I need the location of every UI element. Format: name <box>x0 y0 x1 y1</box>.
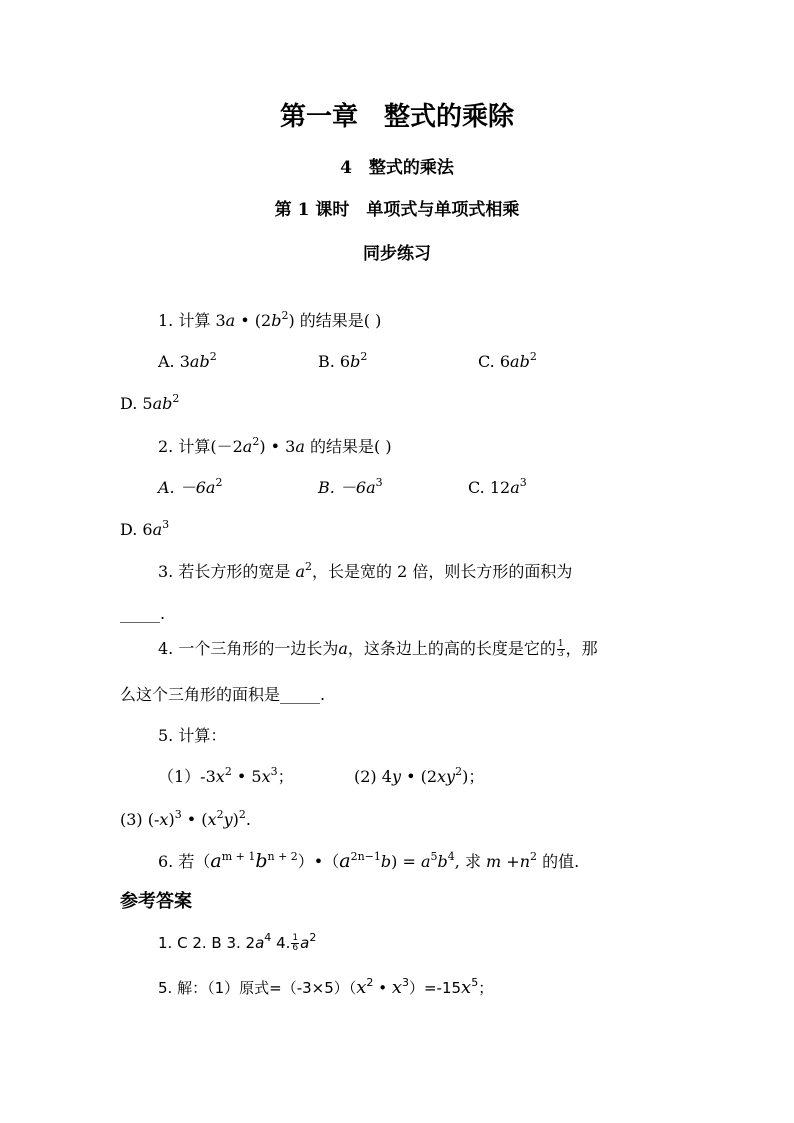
q2-mid: ) • 3 <box>259 437 296 456</box>
q1-opt-b-label: B. 6 <box>318 352 351 371</box>
q1-opt-b-exp: 2 <box>360 350 368 363</box>
ans-line2-mid: • <box>373 979 392 997</box>
q2-opt-a-exp: 2 <box>215 476 223 489</box>
ans-line2-e2: 3 <box>401 976 409 989</box>
ans-line2-b: ）=-15 <box>408 979 462 997</box>
q1-opt-c-var: ab <box>510 352 530 371</box>
q1-option-a <box>158 352 217 372</box>
q6-mid: ）•（ <box>297 852 340 871</box>
q1-option-c <box>478 352 537 372</box>
q5-p3: (3) (- <box>120 810 160 829</box>
chapter-title: 第一章 整式的乘除 <box>279 102 514 132</box>
answers-line-1 <box>158 933 316 953</box>
q5-p2: (2) 4 <box>354 767 392 786</box>
q5-p2-y: y <box>391 767 401 786</box>
q3-prefix: 3. 若长方形的宽是 <box>158 562 296 581</box>
q5-p3-end: . <box>245 810 251 829</box>
ans-fraction <box>291 934 299 953</box>
q2-opt-d-label: D. 6 <box>120 520 153 539</box>
q2-suffix: 的结果是( ) <box>304 437 392 456</box>
q1-opt-d-var: ab <box>152 394 173 413</box>
q4-var: a <box>338 639 348 658</box>
q6-m: m <box>486 852 502 871</box>
q4-frac-num: 1 <box>557 639 564 649</box>
q5-p3-mid2: • ( <box>181 810 208 829</box>
q2-opt-c-exp: 3 <box>519 476 527 489</box>
q1-opt-d-label: D. 5 <box>120 394 153 413</box>
q6-b2: b <box>380 852 392 871</box>
q3-var: a <box>295 562 305 581</box>
ans-line2-end: ； <box>478 979 494 997</box>
q2-option-d <box>120 520 169 540</box>
ans-line2-a: 5. 解：（1）原式=（-3×5）（ <box>158 979 357 997</box>
q6-mid2: ) = <box>391 852 421 871</box>
q5-p2-xy: xy <box>437 767 456 786</box>
answers-line-2 <box>158 978 493 998</box>
q5-p3-e2: 2 <box>216 808 224 821</box>
q6-prefix: 6. 若（ <box>158 852 211 871</box>
q6-plus: + <box>501 852 520 871</box>
q5-part-3 <box>120 810 251 830</box>
q5-p3-mid3: ) <box>232 810 239 829</box>
q6-e2: n + 2 <box>267 850 298 863</box>
q1-prefix: 1. 计算 3 <box>158 311 226 330</box>
lesson-title: 第 1 课时 单项式与单项式相乘 <box>274 200 520 220</box>
answers-title: 参考答案 <box>120 891 192 912</box>
q4-mid: ，这条边上的高的长度是它的 <box>347 639 556 658</box>
q5-part-2 <box>354 767 484 787</box>
q1-opt-a-label: A. 3 <box>158 352 190 371</box>
q5-p2-e: 2 <box>455 765 463 778</box>
q1-option-d <box>120 394 179 414</box>
q2-opt-d-var: a <box>152 520 163 539</box>
q5-p1: （1）-3 <box>158 767 216 786</box>
q5-p1-mid: • 5 <box>231 767 262 786</box>
q1-opt-b-var: b <box>350 352 361 371</box>
q6-e4: 5 <box>430 850 438 863</box>
ans-line1-b: 4. <box>271 934 291 952</box>
q1-suffix: 的结果是( ) <box>294 311 382 330</box>
q2-opt-a-var: a <box>205 478 216 497</box>
q1-opt-c-exp: 2 <box>529 350 537 363</box>
ans-line2-e3: 5 <box>471 976 479 989</box>
q6-e6: 2 <box>530 850 538 863</box>
q6-suffix: 的值. <box>537 852 580 871</box>
q4-prefix: 4. 一个三角形的一边长为 <box>158 639 339 658</box>
q3-blank: _____. <box>120 604 166 623</box>
q2-opt-d-exp: 3 <box>162 518 170 531</box>
q1-opt-c-label: C. 6 <box>478 352 511 371</box>
q4-fraction <box>557 640 565 659</box>
q1-var-a: a <box>225 311 236 330</box>
q5-p1-e1: 2 <box>224 765 232 778</box>
q5-p3-y: y <box>223 810 233 829</box>
q6-b3: b <box>437 852 448 871</box>
question-4 <box>158 639 598 659</box>
q1-exp: 2 <box>281 309 289 322</box>
q5-p1-x2: x <box>261 767 271 786</box>
ans-line2-x3: x <box>461 977 472 998</box>
q6-e1: m + 1 <box>221 850 256 863</box>
q5-p3-e1: 3 <box>174 808 182 821</box>
q1-opt-a-var: ab <box>189 352 210 371</box>
q3-suffix: ，长是宽的 2 倍，则长方形的面积为 <box>312 562 573 581</box>
q5-part-1 <box>158 767 294 787</box>
ans-line1-var2: a <box>300 934 310 952</box>
q2-exp: 2 <box>252 435 260 448</box>
q5-p2-mid: • (2 <box>400 767 438 786</box>
q6-a2: a <box>339 850 351 872</box>
ans-frac-den: 6 <box>292 943 299 953</box>
q2-opt-b-exp: 3 <box>375 476 383 489</box>
q5-p1-x: x <box>215 767 225 786</box>
q5-p3-x2: x <box>207 810 217 829</box>
q6-a1: a <box>210 850 222 872</box>
q5-p3-mid: ) <box>168 810 175 829</box>
q6-b1: b <box>255 850 268 872</box>
q6-mid3: , 求 <box>454 852 487 871</box>
ans-line1-a: 1. C 2. B 3. 2 <box>158 934 256 952</box>
q2-var-a: a <box>242 437 253 456</box>
q5-p3-x: x <box>159 810 169 829</box>
ans-line1-exp2: 2 <box>309 931 317 944</box>
q1-var-b: b <box>271 311 282 330</box>
q1-opt-d-exp: 2 <box>172 392 180 405</box>
q1-close: ) <box>288 311 295 330</box>
q1-option-b <box>318 352 367 372</box>
q5-p2-end: )； <box>462 767 485 786</box>
question-2 <box>158 437 392 457</box>
section-title: 4 整式的乘法 <box>340 158 454 178</box>
question-6 <box>158 851 579 872</box>
ans-line2-x1: x <box>356 977 367 998</box>
practice-title: 同步练习 <box>363 244 431 264</box>
q2-var-a2: a <box>295 437 305 456</box>
ans-line2-e1: 2 <box>366 976 374 989</box>
q1-opt-a-exp: 2 <box>209 350 217 363</box>
q6-n: n <box>519 852 531 871</box>
q4-line-2: 么这个三角形的面积是_____. <box>120 685 326 704</box>
q2-opt-a-label: A. －6 <box>158 478 206 497</box>
q6-e5: 4 <box>447 850 455 863</box>
q4-suffix: ，那 <box>565 639 598 658</box>
q5-p1-end: ； <box>277 767 294 786</box>
q5-title: 5. 计算： <box>158 726 227 745</box>
q6-a3: a <box>420 852 431 871</box>
ans-line2-x2: x <box>391 977 402 998</box>
q2-option-b <box>318 478 383 498</box>
ans-line1-exp: 4 <box>264 931 272 944</box>
question-3 <box>158 562 572 582</box>
q2-option-a <box>158 478 222 498</box>
q2-opt-c-label: C. 12 <box>468 478 511 497</box>
q5-p3-e3: 2 <box>238 808 246 821</box>
q2-option-c <box>468 478 527 498</box>
q1-mid: • (2 <box>235 311 272 330</box>
q2-prefix: 2. 计算(－2 <box>158 437 243 456</box>
q5-p1-e2: 3 <box>270 765 278 778</box>
ans-line1-var: a <box>255 934 265 952</box>
q3-exp: 2 <box>305 560 312 573</box>
q6-e3: 2n−1 <box>350 850 381 863</box>
q4-frac-den: 3 <box>557 649 564 659</box>
q2-opt-b-var: a <box>366 478 376 497</box>
q2-opt-b-label: B. －6 <box>318 478 367 497</box>
ans-frac-num: 1 <box>292 933 299 943</box>
question-1 <box>158 311 381 331</box>
q2-opt-c-var: a <box>510 478 520 497</box>
